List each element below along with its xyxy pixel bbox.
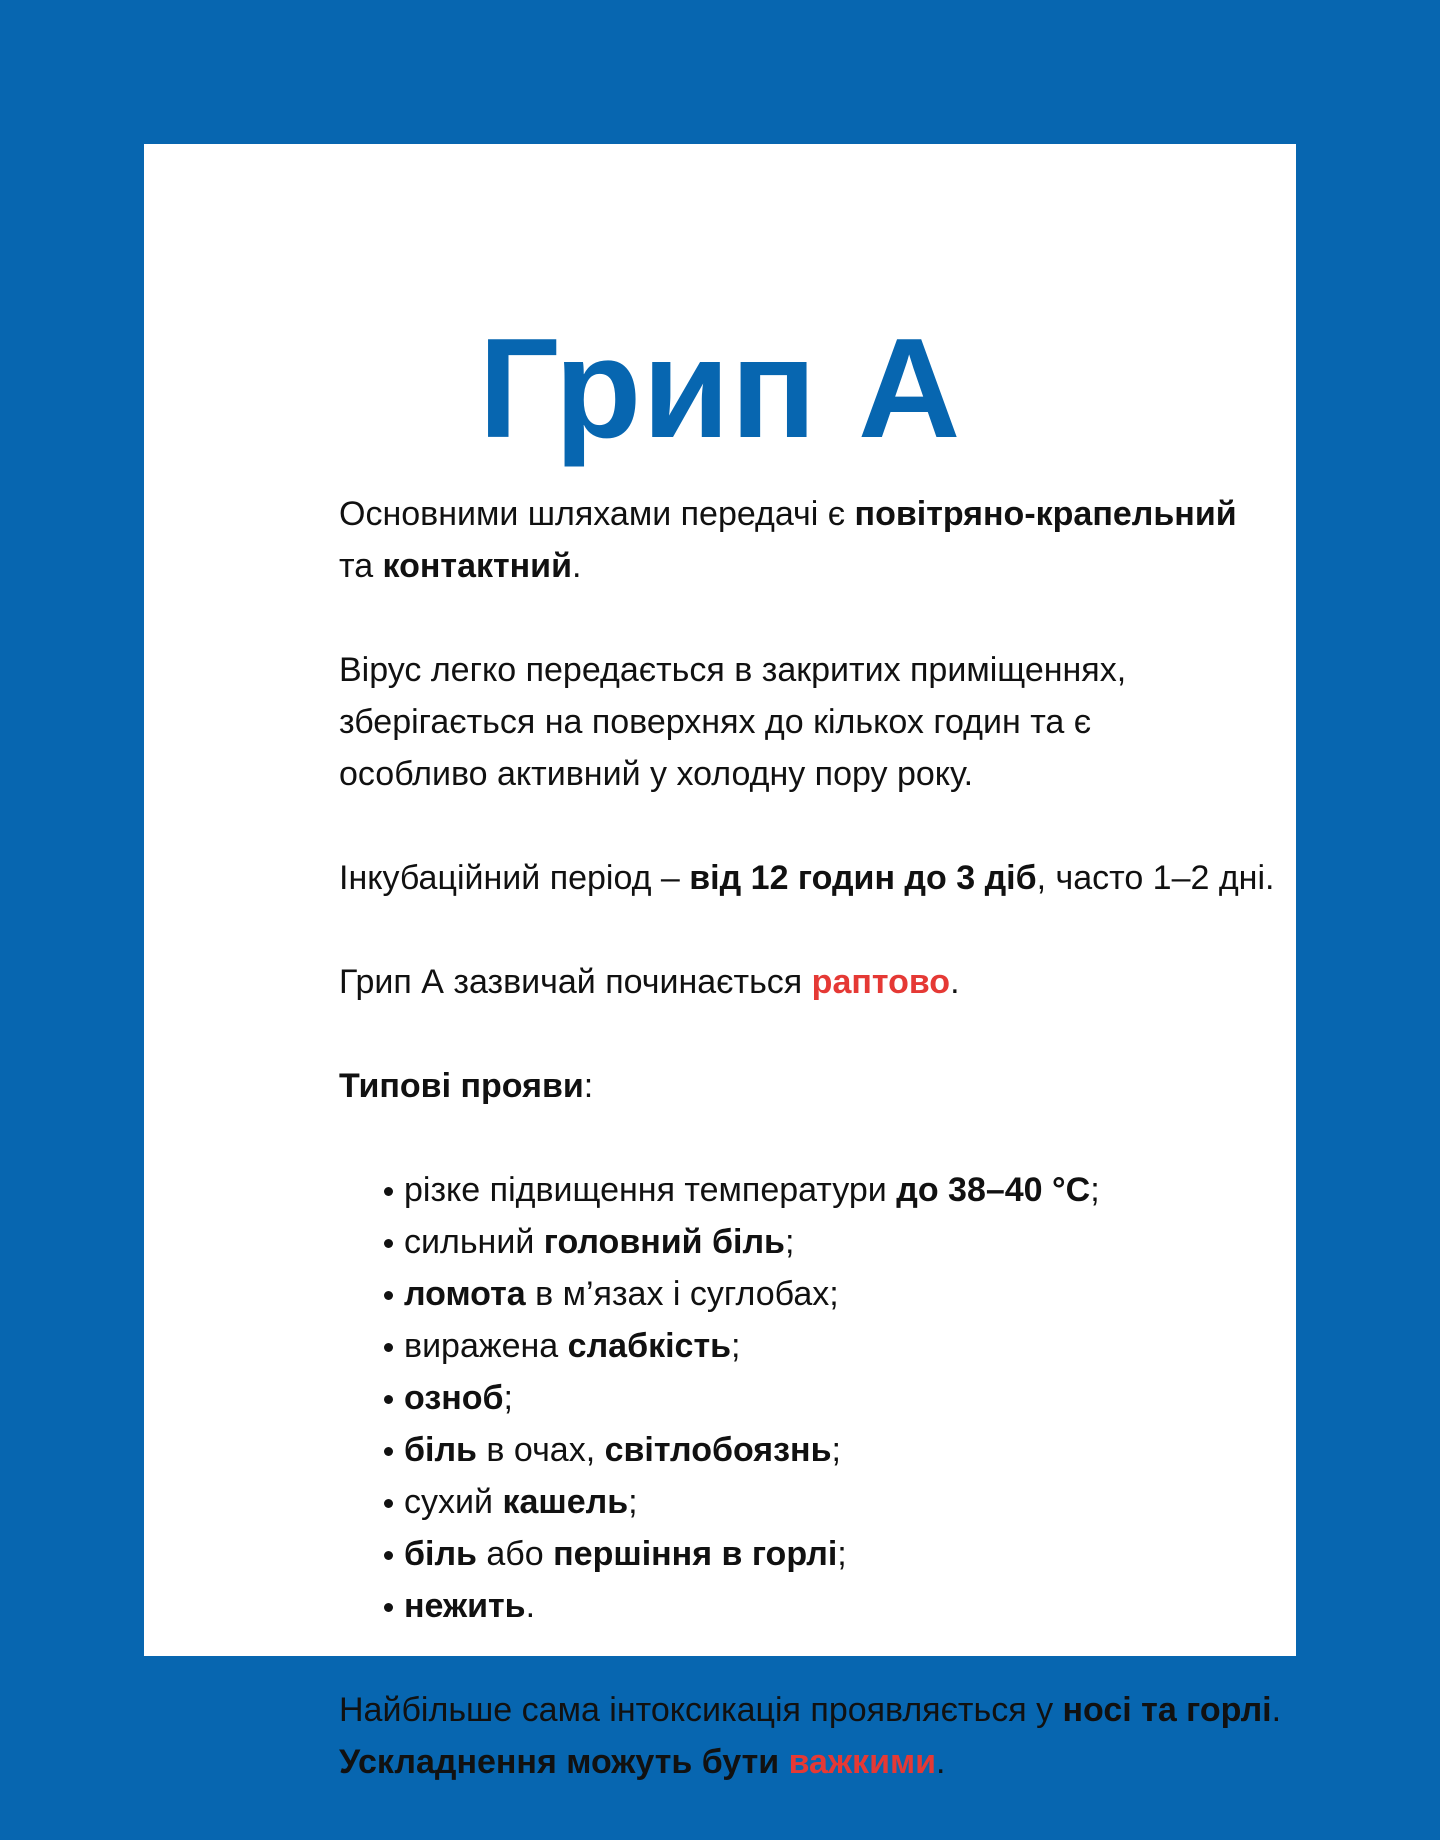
text: Найбільше сама інтоксикація проявляється у (339, 1691, 1063, 1729)
highlight-text: важкими (788, 1743, 937, 1781)
paragraph-incubation (339, 852, 1419, 904)
list-item (339, 1320, 1419, 1372)
bold-text: слабкість (567, 1327, 732, 1365)
list-item (339, 1216, 1419, 1268)
text: ; (784, 1223, 795, 1261)
text: . (1271, 1691, 1282, 1729)
text: Інкубаційний період – (339, 859, 690, 897)
text: ; (837, 1535, 847, 1573)
paragraph-conclusion (339, 1684, 1419, 1788)
text: в очах, (476, 1431, 605, 1469)
bold-text: нежить (404, 1587, 526, 1625)
text: різке підвищення температури (404, 1171, 897, 1209)
paragraph-onset (339, 956, 1419, 1008)
text: . (950, 963, 960, 1001)
paragraph-transmission (339, 488, 1419, 592)
bold-text: біль (404, 1431, 477, 1469)
text: ; (503, 1379, 513, 1417)
page-title: Грип А (478, 309, 962, 468)
body-text (339, 488, 1419, 1840)
highlight-text: раптово (811, 963, 951, 1001)
symptoms-heading (339, 1060, 1419, 1112)
text: ; (831, 1431, 841, 1469)
bold-text: носі та горлі (1062, 1691, 1272, 1729)
text: . (572, 547, 582, 585)
bold-text: біль (404, 1535, 477, 1573)
bold-text: контактний (382, 547, 572, 585)
info-card (144, 144, 1296, 1781)
bold-text: повітряно-крапельний (854, 495, 1237, 533)
bold-text: від 12 годин до 3 діб (689, 859, 1037, 897)
list-item (339, 1528, 1419, 1580)
bold-text: Ускладнення можуть бути (339, 1743, 789, 1781)
bold-text: ломота (404, 1275, 526, 1313)
text: в м’язах і суглобах; (525, 1275, 839, 1313)
list-item (339, 1476, 1419, 1528)
list-item (339, 1580, 1419, 1632)
text: Основними шляхами передачі є (339, 495, 855, 533)
paragraph-virus: Вірус легко передається в закритих приміщеннях, зберігається на поверхнях до кількох годин та є особливо активний у холодну пору року. (339, 651, 1127, 793)
bold-text: світлобоязнь (604, 1431, 832, 1469)
text: або (476, 1535, 554, 1573)
text: ; (1090, 1171, 1100, 1209)
text: , часто 1–2 дні. (1036, 859, 1275, 897)
text: Грип А зазвичай починається (339, 963, 812, 1001)
text: . (525, 1587, 536, 1625)
list-item (339, 1372, 1419, 1424)
bold-text: до 38–40 °C (896, 1171, 1091, 1209)
list-item (339, 1164, 1419, 1216)
text: виражена (404, 1327, 568, 1365)
bold-text: кашель (502, 1483, 629, 1521)
bold-text: першіння в горлі (553, 1535, 838, 1573)
text: . (936, 1743, 946, 1781)
text: : (583, 1067, 594, 1105)
bold-text: головний біль (543, 1223, 785, 1261)
text: ; (628, 1483, 638, 1521)
list-item (339, 1268, 1419, 1320)
text: ; (731, 1327, 741, 1365)
text: сухий (404, 1483, 503, 1521)
bold-text: Типові прояви (339, 1067, 584, 1105)
text: та (339, 547, 383, 585)
symptoms-list (339, 1164, 1419, 1632)
bold-text: озноб (404, 1379, 504, 1417)
list-item (339, 1424, 1419, 1476)
text: сильний (404, 1223, 544, 1261)
